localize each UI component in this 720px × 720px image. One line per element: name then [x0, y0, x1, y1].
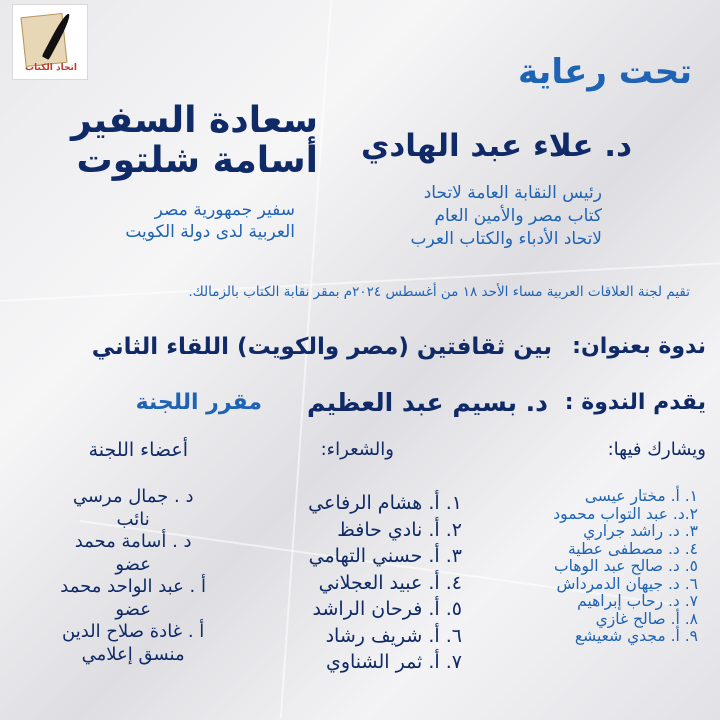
committee-list [60, 486, 206, 666]
presenter-label: يقدم الندوة : [564, 390, 706, 415]
committee-member-name: د . أسامة محمد [74, 531, 192, 552]
committee-member-role: منسق إعلامي [81, 643, 185, 665]
participant-item: ٤. د. مصطفى عطية [567, 539, 698, 558]
patron-title-line-1: رئيس النقابة العامة لاتحاد [423, 183, 602, 203]
participant-item: ٢.د. عبد التواب محمود [553, 504, 698, 523]
poet-item: ٧. أ. ثمر الشناوي [325, 651, 462, 673]
committee-member-role: نائب [116, 508, 150, 530]
poet-item: ٦. أ. شريف رشاد [325, 624, 462, 647]
seminar-title: بين ثقافتين (مصر والكويت) اللقاء الثاني [91, 334, 552, 360]
union-logo [12, 4, 88, 80]
participant-item: ٩. أ. مجدي شعيشع [574, 627, 698, 645]
committee-member-name: أ . غادة صلاح الدين [62, 621, 205, 642]
ambassador-title-line-2: أسامة شلتوت [76, 140, 318, 181]
poets-heading: والشعراء: [320, 439, 394, 460]
event-announcement: تقيم لجنة العلاقات العربية مساء الأحد ١٨ من أغسطس ٢٠٢٤م بمقر نقابة الكتاب بالزمالك. [188, 284, 690, 300]
participants-heading: ويشارك فيها: [607, 439, 706, 460]
presenter-name: د. بسيم عبد العظيم [306, 388, 548, 417]
committee-heading: أعضاء اللجنة [88, 439, 188, 461]
logo-brand-text: اتحاد الكتاب [25, 63, 77, 73]
participants-list [553, 488, 698, 646]
participant-item: ٦. د. جيهان الدمرداش [556, 574, 698, 593]
poet-item: ٥. أ. فرحان الراشد [312, 598, 462, 620]
committee-member-role: عضو [115, 553, 151, 575]
poet-item: ٣. أ. حسني التهامي [308, 545, 462, 567]
participant-item: ١. أ. مختار عيسى [584, 487, 698, 505]
poet-item: ١. أ. هشام الرفاعي [308, 492, 462, 514]
poet-item: ٢. أ. نادي حافظ [337, 518, 462, 541]
patron-title-line-2: كتاب مصر والأمين العام [434, 206, 602, 226]
ambassador-desc-line-2: العربية لدى دولة الكويت [125, 222, 295, 242]
patron-title-line-3: لاتحاد الأدباء والكتاب العرب [410, 229, 602, 249]
participant-item: ٧. د. رحاب إبراهيم [577, 592, 698, 610]
seminar-label: ندوة بعنوان: [572, 334, 706, 359]
poets-list [308, 490, 462, 676]
presenter-role: مقرر اللجنة [135, 390, 262, 415]
patron-heading: تحت رعاية [517, 52, 692, 92]
poet-item: ٤. أ. عبيد العجلاني [318, 571, 462, 594]
ambassador-title-line-1: سعادة السفير [71, 100, 318, 141]
participant-item: ٥. د. صالح عبد الوهاب [554, 557, 698, 575]
committee-member-name: د . جمال مرسي [72, 486, 194, 507]
committee-member-name: أ . عبد الواحد محمد [60, 576, 206, 597]
participant-item: ٨. أ. صالح غازي [595, 609, 698, 628]
ambassador-desc-line-1: سفير جمهورية مصر [154, 200, 295, 220]
participant-item: ٣. د. راشد جراري [583, 522, 698, 540]
committee-member-role: عضو [115, 598, 151, 620]
patron-name: د. علاء عبد الهادي [360, 128, 632, 164]
